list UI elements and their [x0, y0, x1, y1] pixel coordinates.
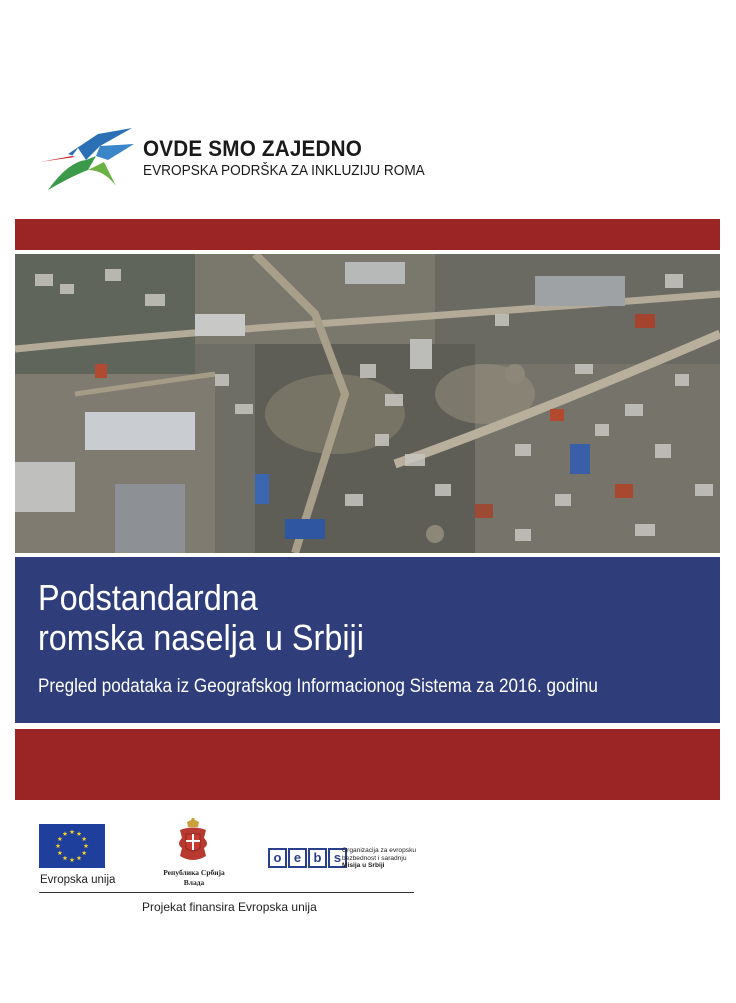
- osce-line-1: Organizacija za evropsku: [342, 847, 417, 854]
- eu-label: Evropska unija: [40, 874, 116, 886]
- footer-divider: [39, 892, 414, 893]
- osce-line-3: Misija u Srbiji: [342, 862, 385, 870]
- osce-logo: [268, 848, 347, 868]
- eu-flag-icon: [39, 824, 105, 868]
- serbia-coat-of-arms-icon: [176, 818, 210, 864]
- funding-note: Projekat finansira Evropska unija: [142, 900, 317, 914]
- top-red-band: [15, 219, 720, 250]
- osce-letter-s: s: [328, 848, 347, 868]
- aerial-settlement-photo: [15, 254, 720, 553]
- cover-subtitle: Pregled podataka iz Geografskog Informacionog Sistema za 2016. godinu: [38, 676, 598, 697]
- serbia-government-label: Влада: [183, 878, 205, 887]
- star-swoosh-logo-icon: [38, 126, 134, 192]
- cover-title: [38, 578, 364, 658]
- osce-text: [342, 847, 416, 870]
- osce-letter-e: e: [288, 848, 307, 868]
- cover-title-line2: romska naselja u Srbiji: [38, 617, 364, 658]
- cover-title-line1: Podstandardna: [38, 577, 258, 618]
- serbia-label: Република Србија: [163, 868, 225, 877]
- bottom-red-band: [15, 729, 720, 800]
- brand-title: OVDE SMO ZAJEDNO: [143, 136, 363, 161]
- osce-line-2: bezbednost i saradnju: [342, 854, 407, 862]
- osce-letter-b: b: [308, 848, 327, 868]
- osce-letter-o: o: [268, 848, 287, 868]
- brand-subtitle: EVROPSKA PODRŠKA ZA INKLUZIJU ROMA: [143, 163, 425, 179]
